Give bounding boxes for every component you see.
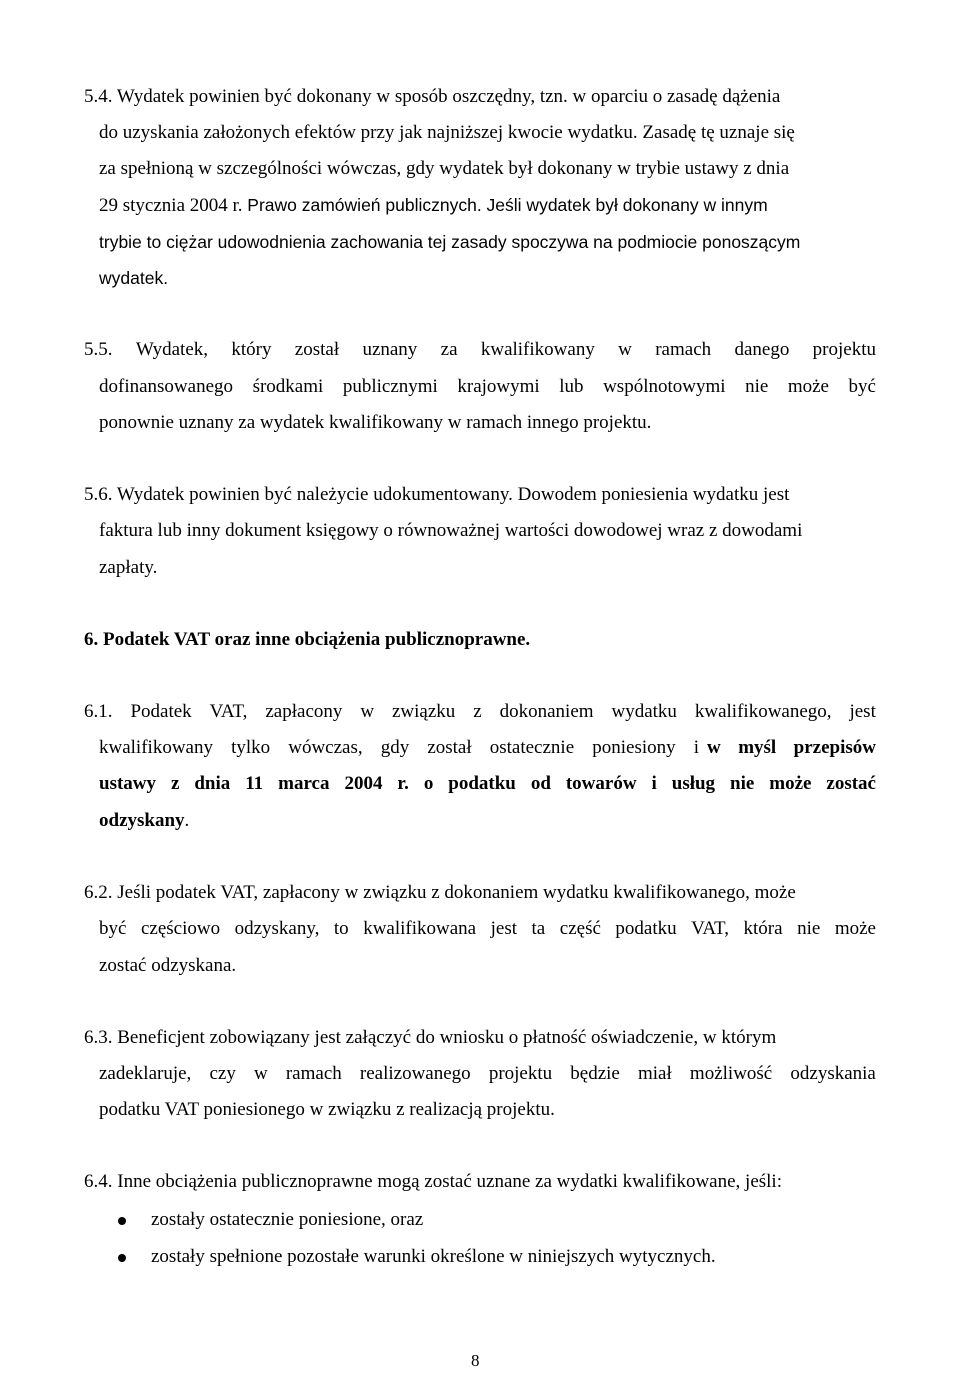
word: ustawy [99, 773, 157, 794]
word: o [423, 773, 434, 794]
word: odzyskania [790, 1063, 876, 1084]
word: tylko [231, 737, 271, 758]
word: środkami [252, 376, 324, 397]
word: krajowymi [457, 376, 540, 397]
word: możliwość [689, 1063, 773, 1084]
text-line-justified [99, 376, 876, 398]
word: i [651, 773, 657, 794]
text-line: podatku VAT poniesionego w związku z realizacją projektu. [99, 1099, 555, 1120]
text-line [99, 194, 768, 217]
word: dofinansowanego [99, 376, 234, 397]
text-line: za spełnioną w szczególności wówczas, gdy wydatek był dokonany w trybie ustawy z dnia [99, 158, 790, 179]
word: dokonaniem [499, 701, 594, 722]
word: wydatku [611, 701, 677, 722]
word: która [743, 918, 783, 939]
word: realizowanego [359, 1063, 471, 1084]
word: i [693, 737, 699, 758]
word: poniesiony [592, 737, 676, 758]
word: częściowo [140, 918, 221, 939]
text-line-justified [99, 918, 876, 940]
text-segment-sans: Prawo zamówień publicznych. Jeśli wydatek był dokonany w innym [247, 195, 768, 215]
word: ta [531, 918, 546, 939]
bullet-text: zostały ostatecznie poniesione, oraz [151, 1209, 424, 1230]
text-line-mixed [99, 737, 876, 759]
text-segment: 29 stycznia 2004 r. [99, 195, 248, 216]
word: ostatecznie [489, 737, 575, 758]
text-line: ponownie uznany za wydatek kwalifikowany w ramach innego projektu. [99, 412, 652, 433]
word: wspólnotowymi [603, 376, 726, 397]
word: uznany [362, 339, 418, 360]
word: ramach [285, 1063, 342, 1084]
text-line-justified [84, 339, 876, 361]
bullet-dot-icon [118, 1254, 126, 1262]
word: jest [849, 701, 876, 722]
text-line: 5.6. Wydatek powinien być należycie udokumentowany. Dowodem poniesienia wydatku jest [84, 484, 790, 505]
word: kwalifikowana [363, 918, 477, 939]
word: w [360, 701, 375, 722]
text-line: zapłaty. [99, 557, 158, 578]
text-line [99, 810, 189, 832]
word: zapłacony [265, 701, 343, 722]
word: nie [745, 376, 769, 397]
word: może [769, 773, 812, 794]
word: dnia [194, 773, 231, 794]
text-line: wydatek. [99, 268, 169, 288]
word: z [170, 773, 180, 794]
text-line: 6.4. Inne obciążenia publicznoprawne mogą zostać uznane za wydatki kwalifikowane, jeśli: [84, 1171, 782, 1192]
word: VAT, [209, 701, 248, 722]
word: być [848, 376, 876, 397]
word: r. [397, 773, 409, 794]
word: VAT, [691, 918, 729, 939]
word: został [294, 339, 340, 360]
word: może [834, 918, 876, 939]
text-segment: . [184, 810, 190, 831]
word: danego [734, 339, 790, 360]
word: ramach [655, 339, 712, 360]
word: za [440, 339, 458, 360]
word: 11 [245, 773, 264, 794]
text-line-justified [84, 701, 876, 723]
word: podatku [615, 918, 677, 939]
word: usług [671, 773, 716, 794]
text-line: faktura lub inny dokument księgowy o równoważnej wartości dowodowej wraz z dowodami [99, 520, 803, 541]
word: związku [392, 701, 456, 722]
text-line: 6.3. Beneficjent zobowiązany jest załączyć do wniosku o płatność oświadczenie, w którym [84, 1027, 777, 1048]
word: z [473, 701, 482, 722]
word: gdy [380, 737, 410, 758]
word: może [787, 376, 829, 397]
word: zostać [826, 773, 876, 794]
word: nie [797, 918, 821, 939]
text-line: do uzyskania założonych efektów przy jak najniższej kwocie wydatku. Zasadę tę uznaje się [99, 122, 795, 143]
text-segment-justified [99, 737, 699, 759]
word: 5.5. [84, 339, 113, 360]
word: towarów [565, 773, 637, 794]
word: czy [209, 1063, 236, 1084]
word: publicznymi [342, 376, 438, 397]
word: Podatek [130, 701, 192, 722]
text-line: 5.4. Wydatek powinien być dokonany w sposób oszczędny, tzn. w oparciu o zasadę dążenia [84, 86, 781, 107]
text-line-justified [99, 1063, 876, 1085]
word: przepisów [793, 737, 876, 758]
word: być [99, 918, 127, 939]
word: kwalifikowany [480, 339, 595, 360]
word: został [427, 737, 472, 758]
word: miał [638, 1063, 672, 1084]
text-line-bold [99, 773, 876, 795]
word: jest [490, 918, 518, 939]
word: kwalifikowanego, [694, 701, 832, 722]
word: marca [278, 773, 330, 794]
bullet-dot-icon [118, 1217, 126, 1225]
word: kwalifikowany [99, 737, 213, 758]
page-number: 8 [471, 1351, 480, 1370]
word: zadeklaruje, [99, 1063, 192, 1084]
word: część [559, 918, 601, 939]
word: w [707, 737, 721, 758]
word: w [253, 1063, 268, 1084]
word: projektu [812, 339, 876, 360]
bullet-text: zostały spełnione pozostałe warunki określone w niniejszych wytycznych. [151, 1246, 716, 1267]
word: 2004 [344, 773, 383, 794]
text-line: zostać odzyskana. [99, 955, 237, 976]
word: podatku [448, 773, 516, 794]
word: odzyskany, [234, 918, 320, 939]
word: myśl [738, 737, 777, 758]
word: nie [730, 773, 755, 794]
word: 6.1. [84, 701, 113, 722]
word: wówczas, [288, 737, 363, 758]
text-line: 6.2. Jeśli podatek VAT, zapłacony w związku z dokonaniem wydatku kwalifikowanego, może [84, 882, 796, 903]
text-line: trybie to ciężar udowodnienia zachowania tej zasady spoczywa na podmiocie ponoszącym [99, 232, 801, 252]
word: będzie [570, 1063, 620, 1084]
word: projektu [488, 1063, 553, 1084]
section-heading: 6. Podatek VAT oraz inne obciążenia publicznoprawne. [84, 629, 531, 650]
word: Wydatek, [135, 339, 209, 360]
word: który [231, 339, 272, 360]
text-segment-bold [707, 737, 876, 759]
word: to [333, 918, 349, 939]
text-segment-bold: odzyskany [99, 810, 185, 831]
word: od [530, 773, 551, 794]
word: lub [559, 376, 584, 397]
word: w [618, 339, 632, 360]
